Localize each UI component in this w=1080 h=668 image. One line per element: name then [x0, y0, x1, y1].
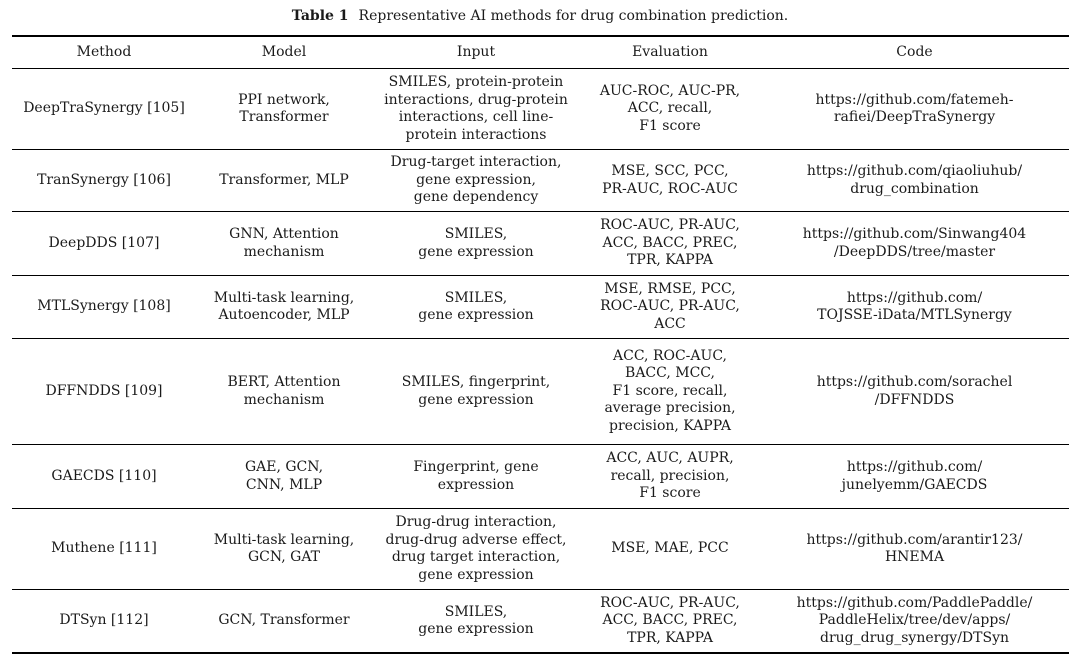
- method-cell: MTLSynergy [108]: [37, 298, 171, 315]
- input-cell: SMILES, gene expression: [418, 603, 534, 637]
- evaluation-cell: ROC-AUC, PR-AUC, ACC, BACC, PREC, TPR, KAPPA: [600, 217, 740, 269]
- input-cell: SMILES, gene expression: [418, 226, 534, 260]
- input-cell: Drug-drug interaction, drug-drug adverse effect, drug target interaction, gene expression: [385, 514, 567, 583]
- input-cell: SMILES, gene expression: [418, 289, 534, 323]
- code-link[interactable]: https://github.com/sorachel /DFFNDDS: [816, 374, 1013, 408]
- code-link[interactable]: https://github.com/qiaoliuhub/ drug_combination: [806, 163, 1023, 197]
- method-cell: GAECDS [110]: [51, 467, 157, 484]
- code-link[interactable]: https://github.com/ junelyemm/GAECDS: [841, 459, 988, 493]
- column-header-evaluation: Evaluation: [632, 43, 708, 60]
- method-cell: DeepTraSynergy [105]: [23, 100, 185, 117]
- code-link[interactable]: https://github.com/ TOJSSE-iData/MTLSynergy: [817, 289, 1012, 323]
- table-row: [12, 590, 1069, 654]
- code-link[interactable]: https://github.com/arantir123/ HNEMA: [806, 531, 1023, 565]
- model-cell: GAE, GCN, CNN, MLP: [244, 459, 324, 493]
- table-header-row: [12, 36, 1069, 69]
- input-cell: SMILES, protein-protein interactions, drug-protein interactions, cell line- protein interactions: [384, 74, 568, 143]
- column-header-method: Method: [76, 43, 132, 60]
- table-caption-label: Table 1: [291, 8, 349, 24]
- model-cell: Multi-task learning, GCN, GAT: [213, 531, 355, 565]
- code-link[interactable]: https://github.com/PaddlePaddle/ PaddleHelix/tree/dev/apps/ drug_drug_synergy/DTSyn: [796, 594, 1033, 646]
- table-row: [12, 212, 1069, 276]
- input-cell: Fingerprint, gene expression: [413, 459, 539, 493]
- input-cell: Drug-target interaction, gene expression, gene dependency: [390, 154, 562, 206]
- table-row: [12, 276, 1069, 339]
- method-cell: TranSynergy [106]: [37, 171, 171, 188]
- evaluation-cell: ACC, AUC, AUPR, recall, precision, F1 score: [606, 450, 734, 502]
- table-row: [12, 69, 1069, 150]
- table-row: [12, 150, 1069, 212]
- input-cell: SMILES, fingerprint, gene expression: [401, 374, 551, 408]
- column-header-input: Input: [456, 43, 496, 60]
- evaluation-cell: ROC-AUC, PR-AUC, ACC, BACC, PREC, TPR, KAPPA: [600, 594, 740, 646]
- table-caption: [0, 6, 1080, 26]
- drug-combination-table: [12, 35, 1069, 654]
- code-link[interactable]: https://github.com/Sinwang404 /DeepDDS/tree/master: [802, 226, 1027, 260]
- evaluation-cell: ACC, ROC-AUC, BACC, MCC, F1 score, recall, average precision, precision, KAPPA: [604, 347, 736, 434]
- evaluation-cell: AUC-ROC, AUC-PR, ACC, recall, F1 score: [599, 82, 741, 134]
- model-cell: Transformer, MLP: [219, 171, 349, 188]
- evaluation-cell: MSE, MAE, PCC: [611, 540, 729, 557]
- method-cell: Muthene [111]: [51, 540, 157, 557]
- method-cell: DTSyn [112]: [59, 612, 149, 629]
- model-cell: GNN, Attention mechanism: [229, 226, 339, 260]
- model-cell: BERT, Attention mechanism: [227, 374, 341, 408]
- model-cell: Multi-task learning, Autoencoder, MLP: [213, 289, 355, 323]
- method-cell: DFFNDDS [109]: [45, 382, 163, 399]
- table-row: [12, 339, 1069, 445]
- code-link[interactable]: https://github.com/fatemeh- rafiei/DeepTraSynergy: [815, 91, 1014, 125]
- evaluation-cell: MSE, SCC, PCC, PR-AUC, ROC-AUC: [602, 163, 738, 197]
- table-row: [12, 445, 1069, 509]
- model-cell: PPI network, Transformer: [238, 91, 330, 125]
- evaluation-cell: MSE, RMSE, PCC, ROC-AUC, PR-AUC, ACC: [600, 280, 740, 332]
- model-cell: GCN, Transformer: [218, 612, 350, 629]
- table-row: [12, 509, 1069, 590]
- column-header-code: Code: [896, 43, 933, 60]
- method-cell: DeepDDS [107]: [48, 234, 160, 251]
- table-caption-text: Representative AI methods for drug combination prediction.: [358, 8, 789, 24]
- column-header-model: Model: [261, 43, 307, 60]
